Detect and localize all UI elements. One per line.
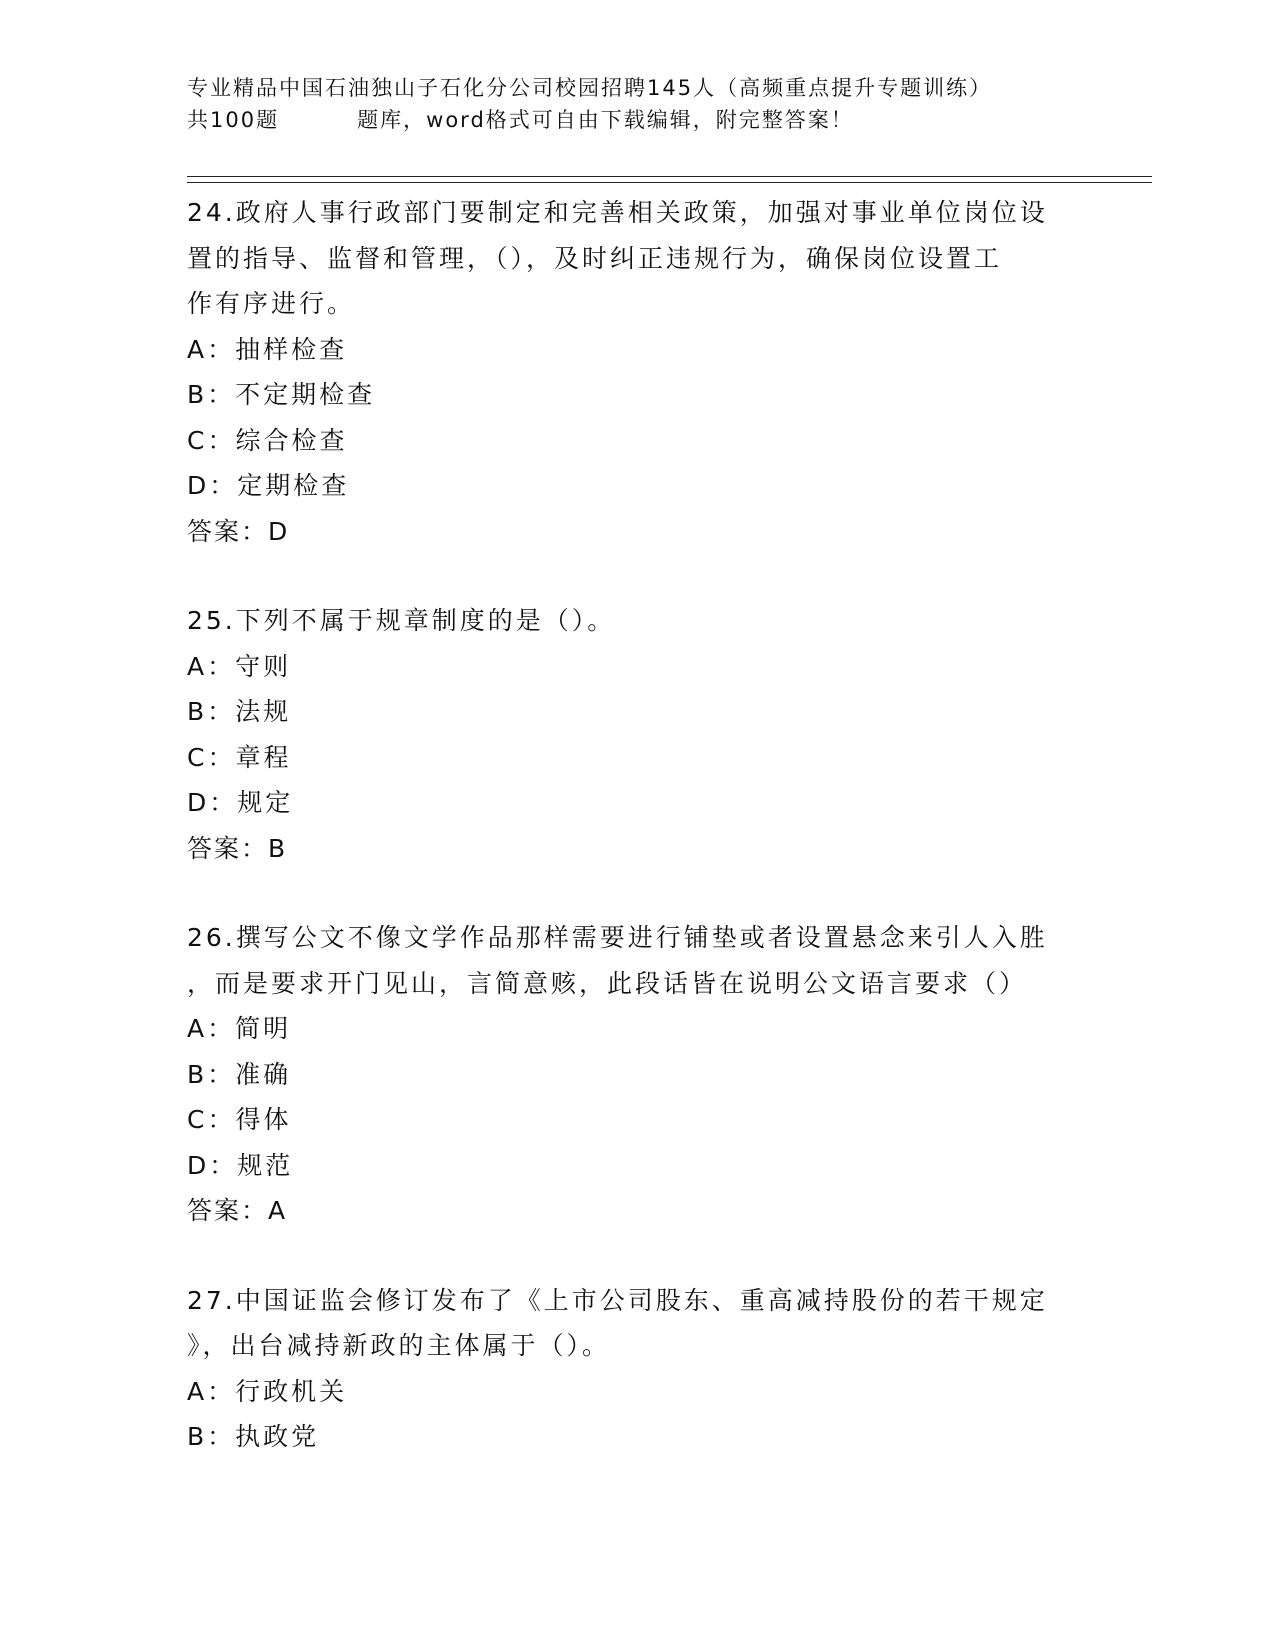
option-a: A：守则 [187,651,292,681]
header-title-line: 专业精品中国石油独山子石化分公司校园招聘145人（高频重点提升专题训练） [187,76,993,100]
question-text-line: 作有序进行。 [187,289,356,318]
option-c: C：得体 [187,1105,292,1134]
option-a: A：简明 [187,1014,292,1043]
question-spacer [187,1234,1087,1278]
option-b: B：执政党 [187,1422,320,1451]
option-c: C：综合检查 [187,425,348,455]
option-a: A：抽样检查 [187,334,348,364]
option-c: C：章程 [187,742,292,772]
option-a: A：行政机关 [187,1376,348,1406]
question-text-line: 》，出台减持新政的主体属于（）。 [187,1331,611,1360]
answer-line: 答案：D [187,516,290,546]
header-divider-bottom [187,182,1152,183]
option-d: D：定期检查 [187,471,350,500]
header-divider-top [187,176,1152,177]
question-text-line: 26.撰写公文不像文学作品那样需要进行铺垫或者设置悬念来引人入胜 [187,923,1048,952]
document-header [187,72,1147,136]
header-subtitle-line: 共100题 题库，word格式可自由下载编辑，附完整答案！ [187,108,854,132]
option-b: B：法规 [187,697,292,726]
option-b: B：不定期检查 [187,380,376,409]
question-text-line: 置的指导、监督和管理，（），及时纠正违规行为，确保岗位设置工 [187,243,1003,273]
question-text-line: 27.中国证监会修订发布了《上市公司股东、重高减持股份的若干规定 [187,1285,1048,1315]
question-list [187,190,1087,1460]
question-27 [187,1278,1087,1460]
answer-line: 答案：B [187,833,288,863]
option-d: D：规定 [187,788,294,817]
question-25 [187,598,1087,871]
question-26 [187,915,1087,1234]
option-b: B：准确 [187,1059,292,1089]
option-d: D：规范 [187,1150,294,1180]
question-spacer [187,554,1087,598]
answer-line: 答案：A [187,1196,288,1225]
question-text-line: 25.下列不属于规章制度的是（）。 [187,606,616,635]
question-text-line: 24.政府人事行政部门要制定和完善相关政策，加强对事业单位岗位设 [187,198,1048,227]
question-24 [187,190,1087,554]
question-text-line: ，而是要求开门见山，言简意赅，此段话皆在说明公文语言要求（） [187,968,1028,998]
question-spacer [187,871,1087,915]
